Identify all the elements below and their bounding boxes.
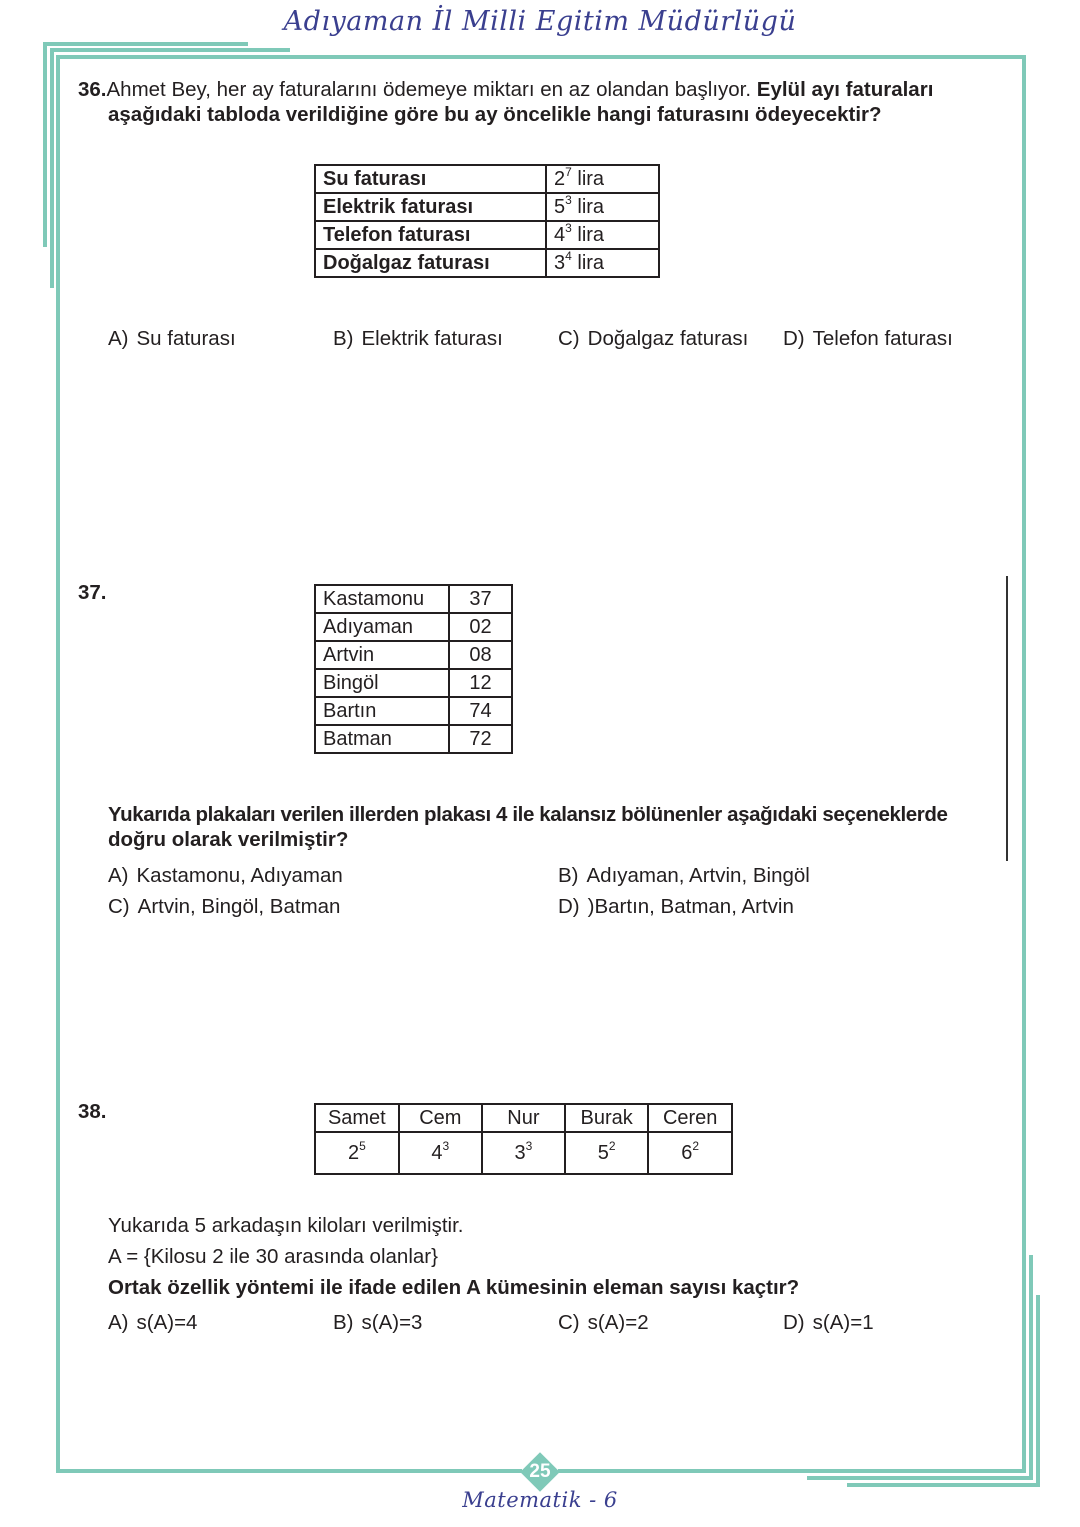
option-a[interactable]: A) s(A)=4 [108, 1311, 198, 1334]
question-36-text-cont: aşağıdaki tabloda verildiğine göre bu ay öncelikle hangi faturasını ödeyecektir? [108, 103, 882, 126]
table-row: $2^5$ $4^3$ $3^3$ $5^2$ $6^2$ [315, 1132, 732, 1174]
table-row: Elektrik faturası $5^3$ lira [315, 193, 659, 221]
question-38-line2: A = {Kilosu 2 ile 30 arasında olanlar} [108, 1245, 438, 1268]
option-d[interactable]: D) )Bartın, Batman, Artvin [558, 895, 794, 918]
question-37-text: Yukarıda plakaları verilen illerden plakası 4 ile kalansız bölünenler aşağıdaki seçeneklerde [108, 803, 948, 826]
frame-line [50, 48, 290, 52]
table-row: Doğalgaz faturası $3^4$ lira [315, 249, 659, 277]
bills-table [314, 164, 660, 278]
option-b[interactable]: B) Adıyaman, Artvin, Bingöl [558, 864, 810, 887]
page-number: 25 [529, 1461, 551, 1482]
question-number: 38. [78, 1100, 107, 1123]
page-number-badge [520, 1452, 560, 1492]
frame-line [1029, 1255, 1033, 1479]
frame-line [43, 42, 47, 247]
frame-line [558, 1469, 1026, 1473]
option-b[interactable]: B) s(A)=3 [333, 1311, 423, 1334]
frame-line [56, 1469, 522, 1473]
option-d[interactable]: D) Telefon faturası [783, 327, 953, 350]
question-36-text: 36.Ahmet Bey, her ay faturalarını ödemeye miktarı en az olandan başlıyor. Eylül ayı faturaları [78, 78, 934, 101]
frame-line [847, 1483, 1040, 1487]
option-a[interactable]: A) Kastamonu, Adıyaman [108, 864, 343, 887]
question-38-text: Ortak özellik yöntemi ile ifade edilen A kümesinin eleman sayısı kaçtır? [108, 1276, 800, 1299]
option-d[interactable]: D) s(A)=1 [783, 1311, 874, 1334]
table-row: Kastamonu 37 [315, 585, 512, 613]
question-37-text-cont: doğru olarak verilmiştir? [108, 828, 349, 851]
option-a[interactable]: A) Su faturası [108, 327, 236, 350]
text-cursor-line [1006, 576, 1008, 861]
frame-line [56, 55, 60, 1473]
frame-line [56, 55, 1026, 59]
frame-line [1036, 1295, 1040, 1486]
question-number: 36. [78, 78, 107, 101]
table-row: Batman 72 [315, 725, 512, 753]
frame-line [43, 42, 248, 46]
table-row: Bartın 74 [315, 697, 512, 725]
plates-table [314, 584, 513, 754]
table-row: Adıyaman 02 [315, 613, 512, 641]
question-38-line1: Yukarıda 5 arkadaşın kiloları verilmiştir. [108, 1214, 464, 1237]
option-b[interactable]: B) Elektrik faturası [333, 327, 503, 350]
table-row: Bingöl 12 [315, 669, 512, 697]
question-number: 37. [78, 581, 107, 604]
option-c[interactable]: C) Doğalgaz faturası [558, 327, 749, 350]
page-footer-subject: Matematik - 6 [462, 1488, 618, 1512]
frame-line [50, 48, 54, 288]
option-c[interactable]: C) Artvin, Bingöl, Batman [108, 895, 341, 918]
page-header-title: Adıyaman İl Milli Egitim Müdürlügü [283, 6, 797, 37]
option-c[interactable]: C) s(A)=2 [558, 1311, 649, 1334]
table-row: Telefon faturası $4^3$ lira [315, 221, 659, 249]
weights-table [314, 1103, 733, 1175]
table-row: Su faturası $2^7$ lira [315, 165, 659, 193]
table-header-row: Samet Cem Nur Burak Ceren [315, 1104, 732, 1132]
frame-line [807, 1476, 1033, 1480]
table-row: Artvin 08 [315, 641, 512, 669]
frame-line [1022, 55, 1026, 1473]
